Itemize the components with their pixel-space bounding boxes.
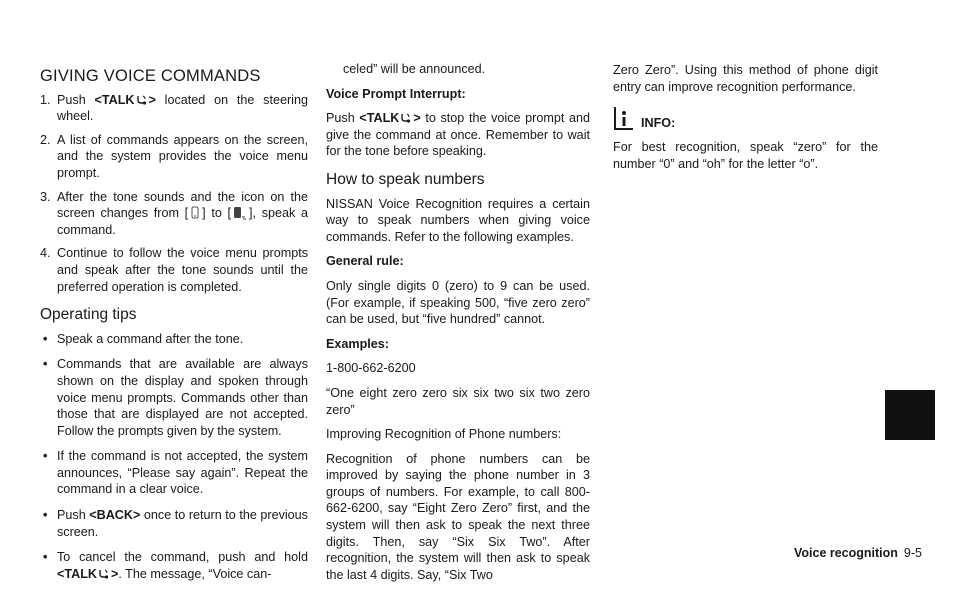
speaker-active-icon	[232, 206, 248, 220]
numbers-intro: NISSAN Voice Recognition requires a certain way to speak numbers when giving voice commands. Refer to the following examples.	[326, 196, 590, 244]
section-heading-giving-voice-commands: GIVING VOICE COMMANDS	[40, 67, 261, 85]
talk-icon	[400, 112, 412, 124]
voice-prompt-interrupt-text: Push <TALK > to stop the voice prompt and give the command at once. Remember to wait for the tone before speaking.	[326, 111, 590, 159]
improving-heading: Improving Recognition of Phone numbers:	[326, 427, 562, 442]
general-rule-heading: General rule:	[326, 254, 404, 269]
voice-prompt-interrupt-heading: Voice Prompt Interrupt:	[326, 86, 466, 101]
tip-item-back: • Push <BACK> once to return to the previous screen.	[43, 508, 308, 539]
examples-heading: Examples:	[326, 336, 389, 351]
info-icon	[613, 105, 635, 131]
talk-key-label: <TALK	[359, 111, 400, 126]
step-4: 4. Continue to follow the voice menu prompts and speak after the tone sounds until the preferred operation is completed.	[40, 246, 308, 294]
speaker-idle-icon	[189, 206, 201, 220]
tip-item: • Commands that are available are always shown on the display and spoken through voice menu prompts. Commands other than those that are displayed are not accepted. Follow the prompts given by the system.	[43, 357, 308, 438]
column-1	[40, 62, 308, 591]
tip-item: • Speak a command after the tone.	[43, 331, 244, 346]
page-number: 9-5	[903, 546, 922, 560]
section-heading-how-to-speak-numbers: How to speak numbers	[326, 170, 485, 188]
steps-list	[40, 92, 308, 296]
column-2	[326, 62, 590, 591]
info-callout	[613, 105, 878, 131]
tip-item: • If the command is not accepted, the system announces, “Please say again”. Repeat the command in a clear voice.	[43, 449, 308, 497]
example-number: 1-800-662-6200	[326, 361, 416, 376]
continued-text: Zero Zero”. Using this method of phone digit entry can improve recognition performance.	[613, 63, 878, 94]
general-rule-text: Only single digits 0 (zero) to 9 can be used. (For example, if speaking 500, “five zero zero” can be used, but “five hundred” cannot.	[326, 278, 590, 327]
tip-item-cancel: • To cancel the command, push and hold <TALK >. The message, “Voice can-	[43, 550, 308, 581]
info-text: For best recognition, speak “zero” for the number “0” and “oh” for the letter “o”.	[613, 140, 878, 171]
improving-text: Recognition of phone numbers can be improved by saying the phone number in 3 groups of numbers. For example, to call 800-662-6200, say “Eight Zero Zero” first, and the system will then ask to speak the next three digits. Then, say “Six Six Two”. After recognition, the system will then ask to speak the last 4 digits. Say, “Six Two	[326, 451, 590, 582]
chapter-tab-marker	[885, 390, 935, 440]
column-3	[613, 62, 878, 180]
back-key-label: <BACK>	[89, 508, 141, 523]
example-spoken: “One eight zero zero six six two six two zero zero”	[326, 385, 590, 417]
step-2: 2. A list of commands appears on the screen, and the system provides the voice menu prompt.	[40, 132, 308, 180]
continued-text: celed” will be announced.	[343, 62, 486, 76]
tips-list	[40, 331, 308, 583]
talk-key-label: <TALK	[57, 566, 97, 581]
talk-icon	[136, 94, 148, 106]
talk-key-label: <TALK	[94, 92, 135, 107]
info-label: INFO:	[641, 116, 676, 131]
step-3: 3. After the tone sounds and the icon on the screen changes from [ ] to [ ], speak a command.	[40, 189, 309, 237]
page-footer	[794, 546, 922, 560]
footer-section-title: Voice recognition	[793, 546, 898, 560]
section-heading-operating-tips: Operating tips	[40, 306, 137, 324]
step-1: 1. Push <TALK > located on the steering wheel.	[40, 92, 308, 124]
